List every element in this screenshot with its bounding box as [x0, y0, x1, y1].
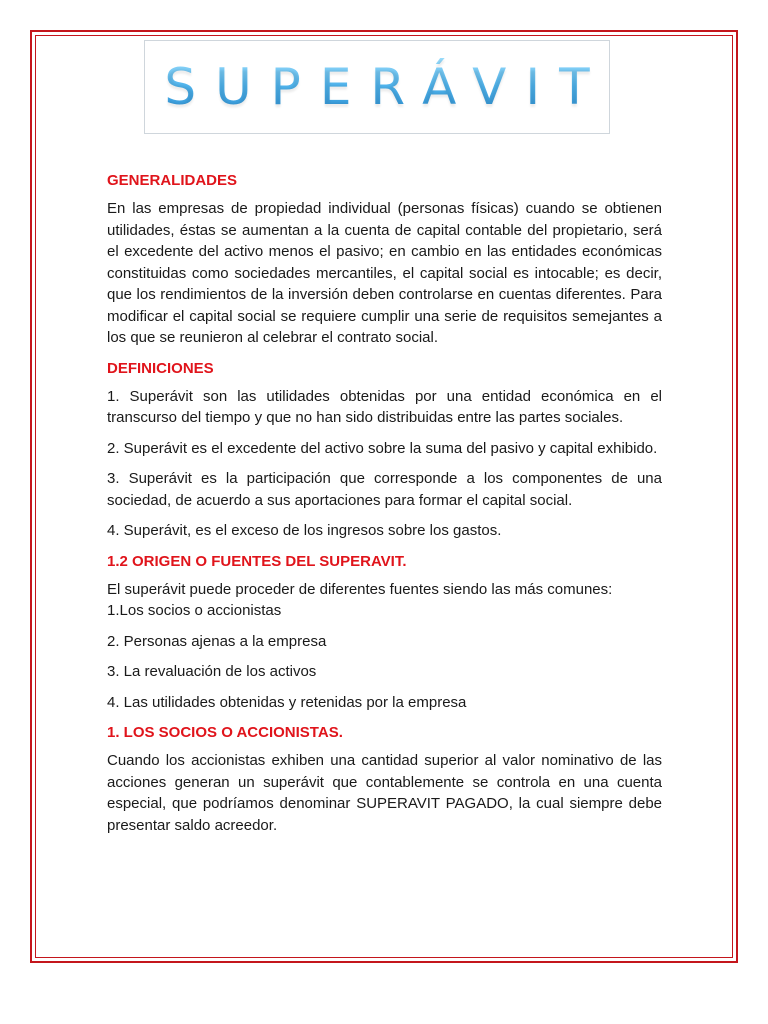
title-banner — [144, 40, 610, 134]
definition-item: 4. Superávit, es el exceso de los ingresos sobre los gastos. — [107, 522, 502, 539]
paragraph-socios: Cuando los accionistas exhiben una cantidad superior al valor nominativo de las acciones generan un superávit que contablemente se controla en una cuenta especial, que podríamos denominar SUPERAVIT PAGADO, la cual siempre debe presentar saldo acreedor. — [107, 752, 662, 834]
definition-item: 3. Superávit es la participación que corresponde a los componentes de una sociedad, de acuerdo a sus aportaciones para formar el capital social. — [107, 470, 662, 509]
paragraph-origen-intro: El superávit puede proceder de diferentes fuentes siendo las más comunes: — [107, 580, 613, 598]
document-title: SUPERÁVIT — [145, 58, 608, 116]
paragraph-generalidades: En las empresas de propiedad individual (personas físicas) cuando se obtienen utilidades, éstas se aumentan a la cuenta de capital contable del propietario, será el excedente del activo menos el pasivo; en cambio en las entidades económicas constituidas como sociedades mercantiles, el capital social es intocable; es decir, que los rendimientos de la inversión deben controlarse en cuentas diferentes. Para modificar el capital social se requiere cumplir una serie de requisitos semejantes a los que se reunieron al celebrar el contrato social. — [107, 200, 662, 346]
origen-item: 3. La revaluación de los activos — [107, 663, 317, 680]
definition-item: 1. Superávit son las utilidades obtenidas por una entidad económica en el transcurso del tiempo y que no han sido distribuidas entre las partes sociales. — [107, 387, 662, 426]
heading-definiciones: DEFINICIONES — [107, 359, 214, 377]
heading-generalidades: GENERALIDADES — [107, 172, 238, 189]
document-body — [107, 170, 662, 845]
origen-item: 4. Las utilidades obtenidas y retenidas por la empresa — [107, 693, 467, 711]
heading-socios: 1. LOS SOCIOS O ACCIONISTAS. — [107, 724, 343, 741]
definition-item: 2. Superávit es el excedente del activo sobre la suma del pasivo y capital exhibido. — [107, 439, 658, 457]
heading-origen: 1.2 ORIGEN O FUENTES DEL SUPERAVIT. — [107, 552, 407, 570]
origen-item: 2. Personas ajenas a la empresa — [107, 632, 327, 650]
origen-item: 1.Los socios o accionistas — [107, 602, 282, 619]
